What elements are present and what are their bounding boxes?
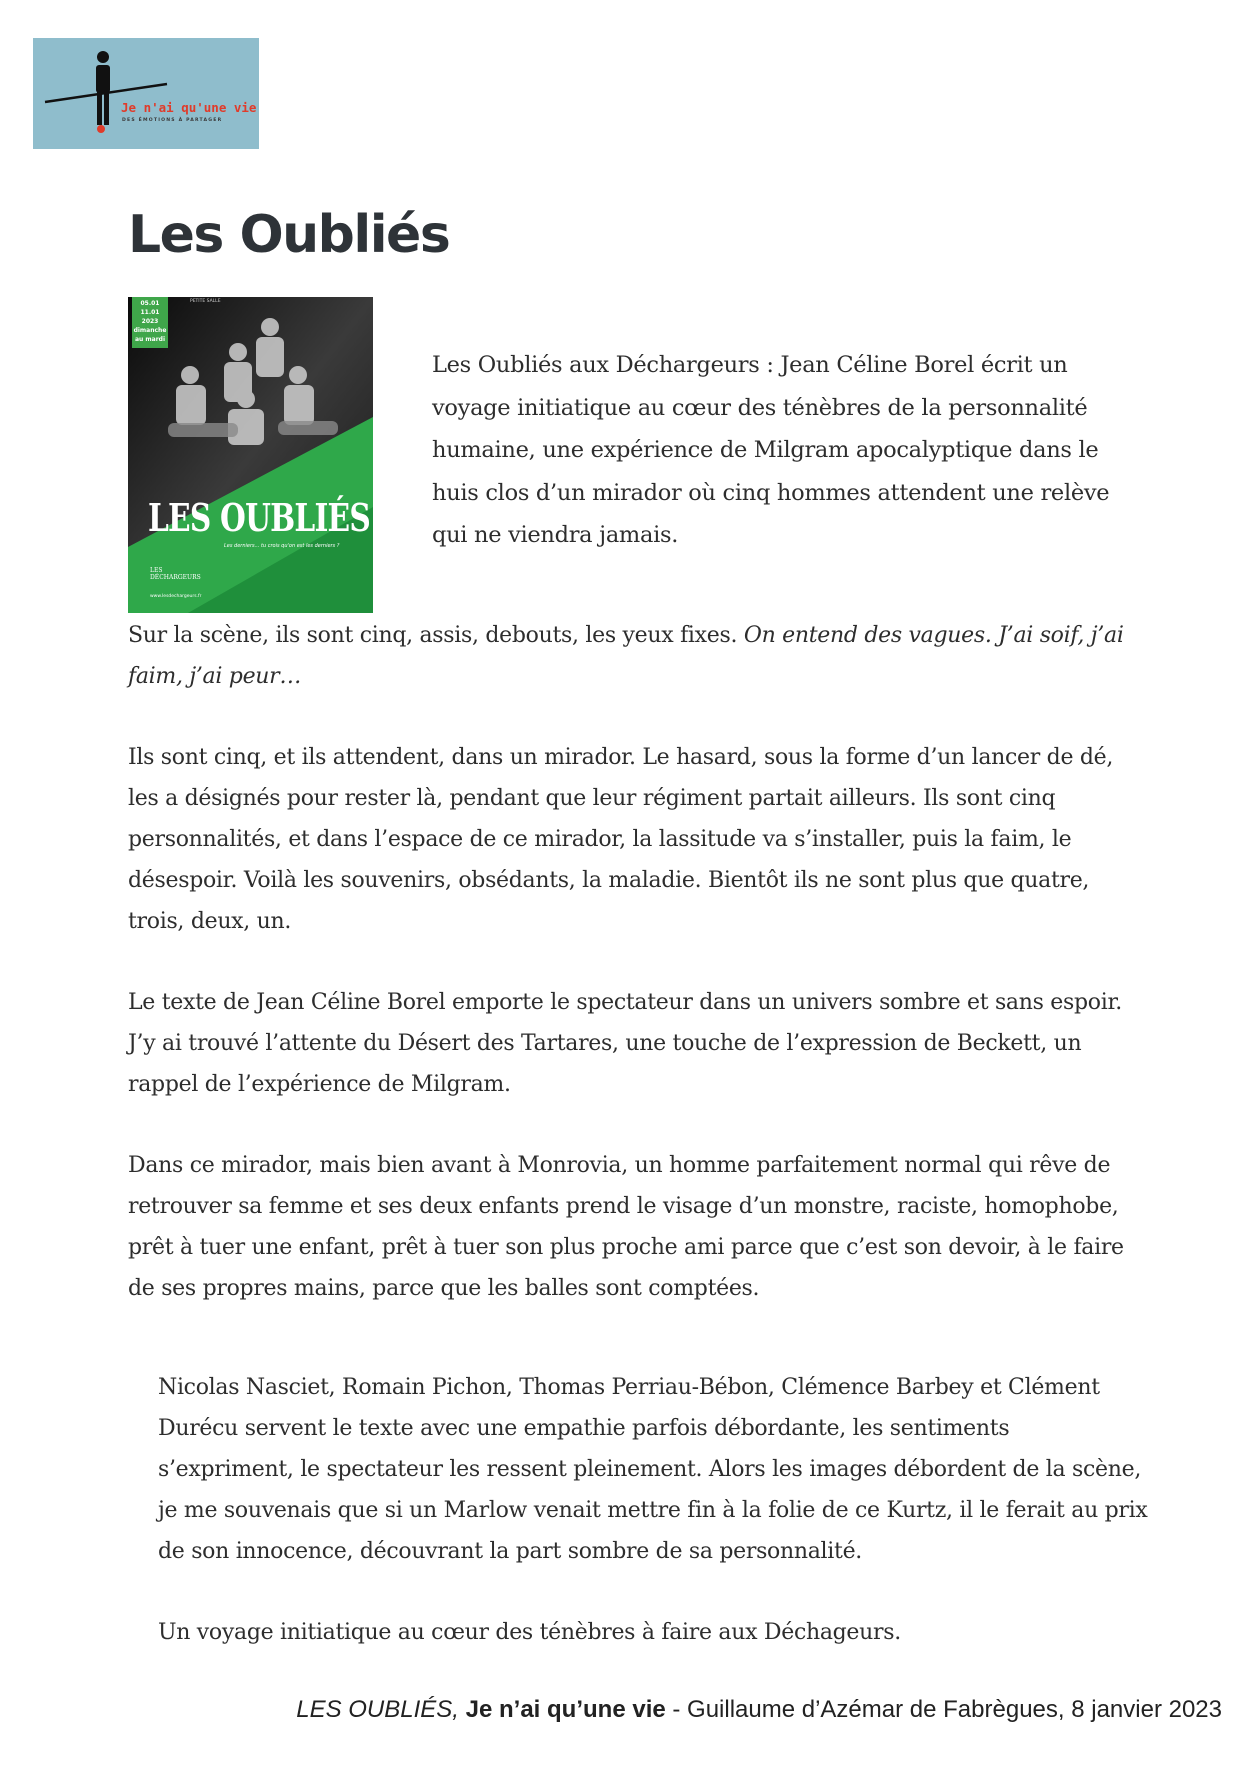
poster-date: au mardi xyxy=(134,336,166,343)
poster-date: 11.01 xyxy=(140,309,160,316)
poster-venue-line: LES xyxy=(150,567,163,574)
poster-title: LES OUBLIÉS xyxy=(148,495,371,540)
lead-paragraph: Les Oubliés aux Déchargeurs : Jean Céline Borel écrit un voyage initiatique au cœur des ténèbres de la personnalité humaine, une expérience de Milgram apocalyptique dans le huis clos d’un mirador où cinq hommes attendent une relève qui ne viendra jamais. xyxy=(432,352,1110,548)
poster-venue-line: DÉCHARGEURS xyxy=(150,574,201,581)
poster-dates xyxy=(132,297,168,348)
poster-date: 2023 xyxy=(141,318,159,325)
paragraph-2: Ils sont cinq, et ils attendent, dans un mirador. Le hasard, sous la forme d’un lancer de dé, les a désignés pour rester là, pendant que leur régiment partait ailleurs. Ils sont cinq personnalités, et dans l’espace de ce mirador, la lassitude va s’installer, puis la faim, le désespoir. Voilà les souvenirs, obsédants, la maladie. Bientôt ils ne sont plus que quatre, trois, deux, un. xyxy=(128,745,1114,934)
poster-venue xyxy=(150,567,201,581)
paragraph-6: Un voyage initiatique au cœur des ténèbres à faire aux Déchageurs. xyxy=(158,1620,901,1645)
citation-title: LES OUBLIÉS, xyxy=(296,1696,459,1723)
poster-date: dimanche xyxy=(133,327,167,334)
poster-header: PETITE SALLE xyxy=(190,299,221,304)
paragraph-4: Dans ce mirador, mais bien avant à Monrovia, un homme parfaitement normal qui rêve de retrouver sa femme et ses deux enfants prend le visage d’un monstre, raciste, homophobe, prêt à tuer une enfant, prêt à tuer son plus proche ami parce que c’est son devoir, à le faire de ses propres mains, parce que les balles sont comptées. xyxy=(128,1153,1124,1301)
article-title: Les Oubliés xyxy=(128,205,450,265)
paragraph-5: Nicolas Nasciet, Romain Pichon, Thomas Perriau-Bébon, Clémence Barbey et Clément Durécu servent le texte avec une empathie parfois débordante, les sentiments s’expriment, le spectateur les ressent pleinement. Alors les images débordent de la scène, je me souvenais que si un Marlow venait mettre fin à la folie de ce Kurtz, il le ferait au prix de son innocence, découvrant la part sombre de sa personnalité. xyxy=(158,1375,1148,1564)
poster-image xyxy=(128,297,373,613)
paragraph-1 xyxy=(128,615,1148,697)
citation-credit: - Guillaume d’Azémar de Fabrègues, 8 janvier 2023 xyxy=(665,1696,1222,1723)
poster-date: 05.01 xyxy=(140,300,160,307)
paragraph-3: Le texte de Jean Céline Borel emporte le spectateur dans un univers sombre et sans espoir. J’y ai trouvé l’attente du Désert des Tartares, une touche de l’expression de Beckett, un rappel de l’expérience de Milgram. xyxy=(128,990,1122,1097)
logo-tagline: DES ÉMOTIONS À PARTAGER xyxy=(122,118,223,123)
source-citation xyxy=(296,1696,1222,1724)
citation-publication: Je n’ai qu’une vie xyxy=(465,1696,666,1723)
paragraph-1-italic: On entend des vagues. J’ai soif, j’ai faim, j’ai peur… xyxy=(128,623,1124,689)
poster-subtitle: Les derniers... tu crois qu'on est les derniers ? xyxy=(224,543,340,549)
paragraph-1-text: Sur la scène, ils sont cinq, assis, debouts, les yeux fixes. xyxy=(128,623,744,648)
logo-title: Je n'ai qu'une vie xyxy=(121,100,257,115)
poster-url: www.lesdechargeurs.fr xyxy=(150,594,202,599)
site-logo[interactable] xyxy=(33,38,259,149)
tightrope-walker-icon xyxy=(33,38,259,149)
